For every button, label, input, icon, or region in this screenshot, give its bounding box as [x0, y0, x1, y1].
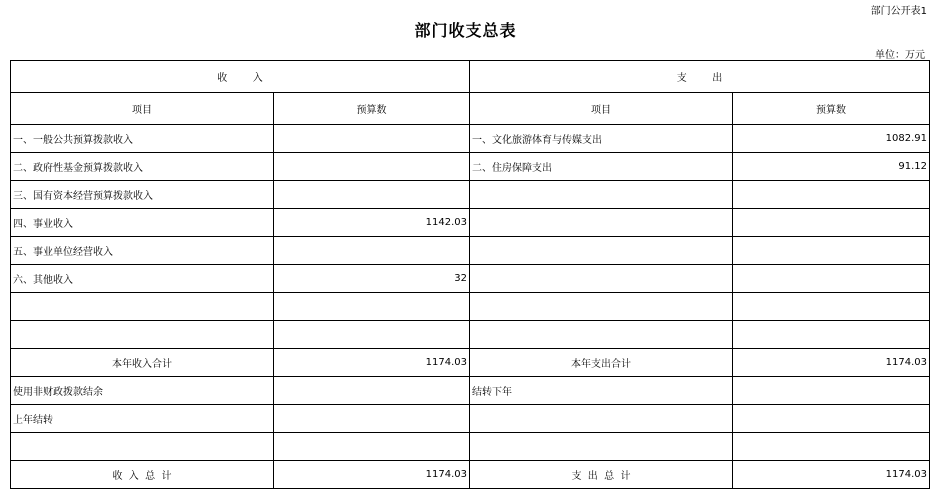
expense-item-header: 项目 [470, 93, 733, 125]
grand-expense-value: 1174.03 [733, 461, 930, 489]
carry-prev-year-label: 上年结转 [11, 405, 274, 433]
empty-cell [470, 405, 733, 433]
annual-total-row [11, 349, 930, 377]
expense-item: 一、文化旅游体育与传媒支出 [470, 125, 733, 153]
table-row [11, 405, 930, 433]
table-row [11, 293, 930, 321]
expense-value: 1082.91 [733, 125, 930, 153]
expense-value: 91.12 [733, 153, 930, 181]
expense-item [470, 293, 733, 321]
income-item: 四、事业收入 [11, 209, 274, 237]
section-header-row [11, 61, 930, 93]
carry-next-year-label: 结转下年 [470, 377, 733, 405]
income-item [11, 321, 274, 349]
expense-value [733, 265, 930, 293]
table-row [11, 377, 930, 405]
expense-section-header: 支 出 [470, 61, 930, 93]
income-section-header: 收 入 [11, 61, 470, 93]
income-total-label: 本年收入合计 [11, 349, 274, 377]
income-value: 32 [274, 265, 470, 293]
grand-income-value: 1174.03 [274, 461, 470, 489]
income-value [274, 237, 470, 265]
unit-label: 单位：万元 [875, 50, 925, 61]
income-item: 三、国有资本经营预算拨款收入 [11, 181, 274, 209]
expense-item [470, 265, 733, 293]
income-value: 1142.03 [274, 209, 470, 237]
expense-total-label: 本年支出合计 [470, 349, 733, 377]
income-item: 五、事业单位经营收入 [11, 237, 274, 265]
expense-value [733, 181, 930, 209]
income-value [274, 293, 470, 321]
grand-income-label: 收 入 总 计 [11, 461, 274, 489]
expense-item [470, 237, 733, 265]
nonfiscal-balance-label: 使用非财政拨款结余 [11, 377, 274, 405]
empty-cell [733, 433, 930, 461]
page-title: 部门收支总表 [414, 21, 517, 40]
income-budget-header: 预算数 [274, 93, 470, 125]
empty-cell [470, 433, 733, 461]
table-row [11, 181, 930, 209]
income-value [274, 321, 470, 349]
expense-item [470, 321, 733, 349]
table-row [11, 265, 930, 293]
table-row [11, 237, 930, 265]
expense-item [470, 181, 733, 209]
expense-value [733, 293, 930, 321]
empty-cell [733, 405, 930, 433]
carry-next-year-value [733, 377, 930, 405]
carry-prev-year-value [274, 405, 470, 433]
income-value [274, 153, 470, 181]
income-value [274, 125, 470, 153]
expense-value [733, 237, 930, 265]
table-row [11, 209, 930, 237]
form-code: 部门公开表1 [870, 6, 927, 17]
income-item-header: 项目 [11, 93, 274, 125]
column-header-row [11, 93, 930, 125]
expense-item [470, 209, 733, 237]
income-value [274, 181, 470, 209]
income-item [11, 293, 274, 321]
income-item: 二、政府性基金预算拨款收入 [11, 153, 274, 181]
table-row [11, 125, 930, 153]
nonfiscal-balance-value [274, 377, 470, 405]
expense-value [733, 321, 930, 349]
grand-expense-label: 支 出 总 计 [470, 461, 733, 489]
table-row [11, 321, 930, 349]
expense-budget-header: 预算数 [733, 93, 930, 125]
income-item: 六、其他收入 [11, 265, 274, 293]
table-row [11, 153, 930, 181]
expense-value [733, 209, 930, 237]
expense-item: 二、住房保障支出 [470, 153, 733, 181]
income-item: 一、一般公共预算拨款收入 [11, 125, 274, 153]
grand-total-row [11, 461, 930, 489]
expense-total-value: 1174.03 [733, 349, 930, 377]
income-total-value: 1174.03 [274, 349, 470, 377]
empty-cell [274, 433, 470, 461]
budget-summary-table [10, 60, 930, 489]
table-row [11, 433, 930, 461]
empty-cell [11, 433, 274, 461]
